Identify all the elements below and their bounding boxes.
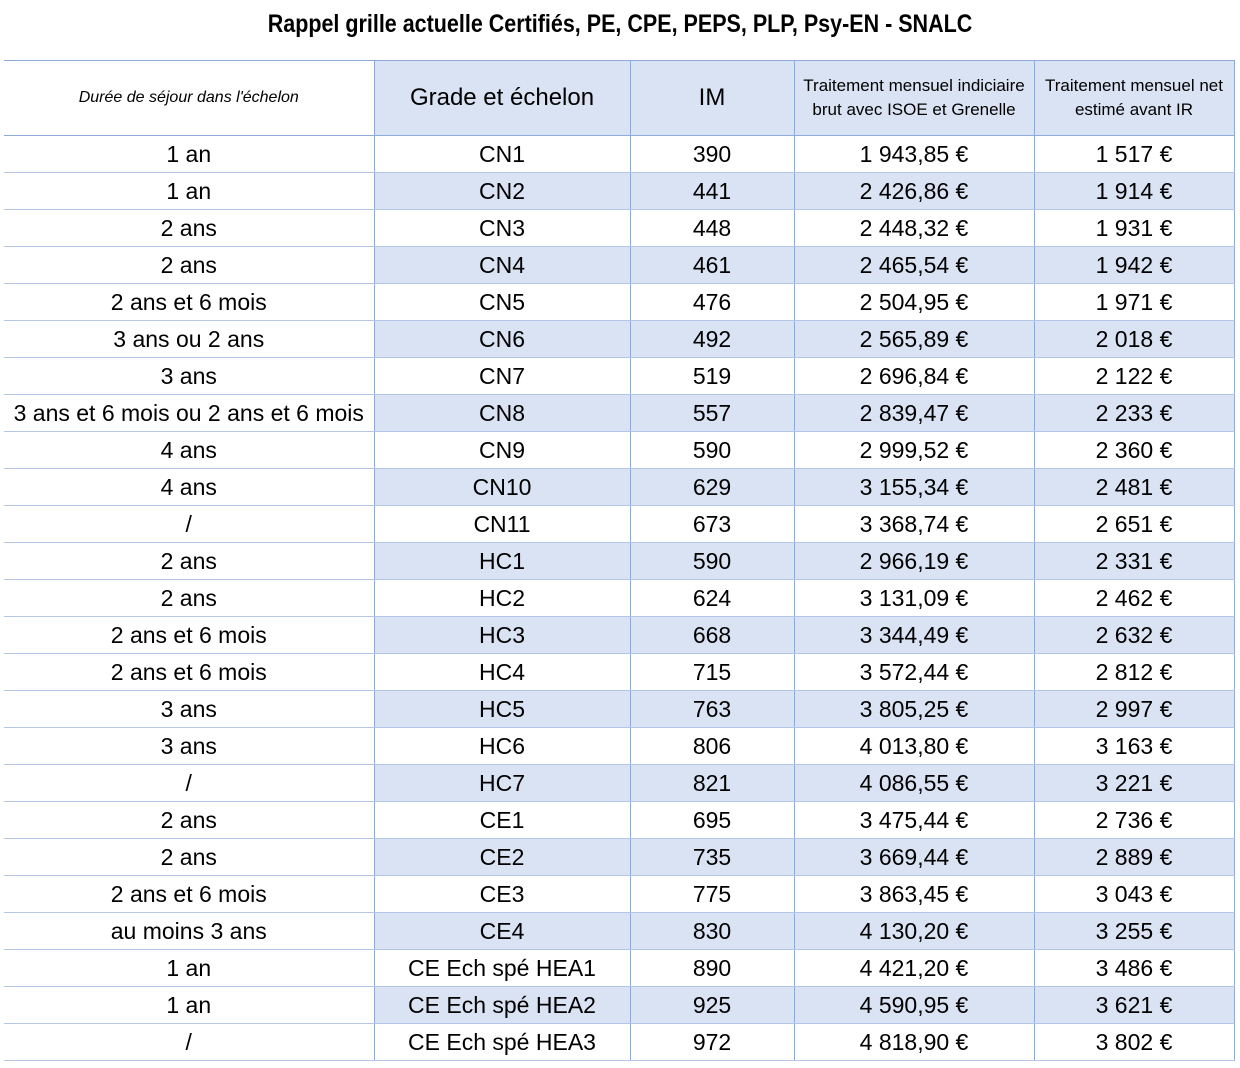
cell-net: 1 931 € bbox=[1034, 210, 1234, 247]
table-row bbox=[4, 506, 1234, 543]
cell-grade: HC3 bbox=[374, 617, 630, 654]
cell-duree: 2 ans et 6 mois bbox=[4, 284, 374, 321]
cell-brut: 1 943,85 € bbox=[794, 136, 1034, 173]
cell-net: 2 997 € bbox=[1034, 691, 1234, 728]
cell-net: 3 255 € bbox=[1034, 913, 1234, 950]
cell-im: 821 bbox=[630, 765, 794, 802]
cell-brut: 2 696,84 € bbox=[794, 358, 1034, 395]
cell-net: 3 221 € bbox=[1034, 765, 1234, 802]
cell-grade: HC5 bbox=[374, 691, 630, 728]
cell-duree: 2 ans bbox=[4, 210, 374, 247]
cell-duree: 3 ans et 6 mois ou 2 ans et 6 mois bbox=[4, 395, 374, 432]
table-row bbox=[4, 432, 1234, 469]
table-row bbox=[4, 136, 1234, 173]
cell-grade: CN8 bbox=[374, 395, 630, 432]
cell-im: 673 bbox=[630, 506, 794, 543]
cell-im: 806 bbox=[630, 728, 794, 765]
cell-brut: 3 863,45 € bbox=[794, 876, 1034, 913]
cell-duree: 3 ans ou 2 ans bbox=[4, 321, 374, 358]
cell-grade: CN10 bbox=[374, 469, 630, 506]
table-row bbox=[4, 950, 1234, 987]
cell-brut: 3 572,44 € bbox=[794, 654, 1034, 691]
header-grade: Grade et échelon bbox=[374, 61, 630, 136]
cell-im: 476 bbox=[630, 284, 794, 321]
table-row bbox=[4, 210, 1234, 247]
cell-brut: 2 565,89 € bbox=[794, 321, 1034, 358]
cell-brut: 4 130,20 € bbox=[794, 913, 1034, 950]
table-row bbox=[4, 580, 1234, 617]
header-brut: Traitement mensuel indiciaire brut avec ISOE et Grenelle bbox=[794, 61, 1034, 136]
cell-im: 830 bbox=[630, 913, 794, 950]
cell-net: 2 122 € bbox=[1034, 358, 1234, 395]
cell-grade: CN3 bbox=[374, 210, 630, 247]
cell-grade: HC1 bbox=[374, 543, 630, 580]
cell-net: 2 889 € bbox=[1034, 839, 1234, 876]
cell-duree: 1 an bbox=[4, 950, 374, 987]
cell-duree: 2 ans bbox=[4, 839, 374, 876]
cell-grade: CE3 bbox=[374, 876, 630, 913]
cell-net: 2 462 € bbox=[1034, 580, 1234, 617]
cell-brut: 2 448,32 € bbox=[794, 210, 1034, 247]
cell-im: 890 bbox=[630, 950, 794, 987]
table-row bbox=[4, 913, 1234, 950]
table-row bbox=[4, 839, 1234, 876]
cell-grade: CE Ech spé HEA2 bbox=[374, 987, 630, 1024]
cell-im: 715 bbox=[630, 654, 794, 691]
cell-net: 3 043 € bbox=[1034, 876, 1234, 913]
cell-im: 735 bbox=[630, 839, 794, 876]
cell-duree: au moins 3 ans bbox=[4, 913, 374, 950]
cell-duree: 4 ans bbox=[4, 469, 374, 506]
cell-im: 925 bbox=[630, 987, 794, 1024]
cell-grade: HC6 bbox=[374, 728, 630, 765]
cell-net: 2 632 € bbox=[1034, 617, 1234, 654]
cell-grade: HC2 bbox=[374, 580, 630, 617]
cell-brut: 2 504,95 € bbox=[794, 284, 1034, 321]
table-row bbox=[4, 395, 1234, 432]
cell-grade: CE Ech spé HEA1 bbox=[374, 950, 630, 987]
cell-grade: CE4 bbox=[374, 913, 630, 950]
cell-brut: 3 805,25 € bbox=[794, 691, 1034, 728]
cell-net: 3 621 € bbox=[1034, 987, 1234, 1024]
cell-duree: 1 an bbox=[4, 173, 374, 210]
cell-duree: 2 ans et 6 mois bbox=[4, 617, 374, 654]
cell-net: 1 971 € bbox=[1034, 284, 1234, 321]
cell-net: 2 736 € bbox=[1034, 802, 1234, 839]
cell-duree: 3 ans bbox=[4, 728, 374, 765]
cell-brut: 3 155,34 € bbox=[794, 469, 1034, 506]
cell-duree: / bbox=[4, 765, 374, 802]
header-net: Traitement mensuel net estimé avant IR bbox=[1034, 61, 1234, 136]
cell-brut: 2 966,19 € bbox=[794, 543, 1034, 580]
cell-net: 1 914 € bbox=[1034, 173, 1234, 210]
page-title: Rappel grille actuelle Certifiés, PE, CPE, PEPS, PLP, Psy-EN - SNALC bbox=[267, 10, 973, 38]
cell-grade: CN6 bbox=[374, 321, 630, 358]
cell-im: 441 bbox=[630, 173, 794, 210]
cell-grade: HC7 bbox=[374, 765, 630, 802]
cell-grade: CE2 bbox=[374, 839, 630, 876]
cell-duree: 3 ans bbox=[4, 358, 374, 395]
table-row bbox=[4, 1024, 1234, 1061]
cell-brut: 4 086,55 € bbox=[794, 765, 1034, 802]
table-row bbox=[4, 321, 1234, 358]
cell-brut: 4 818,90 € bbox=[794, 1024, 1034, 1061]
cell-net: 1 517 € bbox=[1034, 136, 1234, 173]
cell-brut: 4 013,80 € bbox=[794, 728, 1034, 765]
table-row bbox=[4, 987, 1234, 1024]
table-row bbox=[4, 876, 1234, 913]
table-row bbox=[4, 543, 1234, 580]
cell-duree: 3 ans bbox=[4, 691, 374, 728]
table-row bbox=[4, 654, 1234, 691]
cell-duree: 2 ans bbox=[4, 802, 374, 839]
table-row bbox=[4, 469, 1234, 506]
cell-grade: CN1 bbox=[374, 136, 630, 173]
cell-net: 2 233 € bbox=[1034, 395, 1234, 432]
cell-im: 590 bbox=[630, 543, 794, 580]
cell-im: 519 bbox=[630, 358, 794, 395]
cell-duree: 2 ans et 6 mois bbox=[4, 654, 374, 691]
cell-brut: 2 839,47 € bbox=[794, 395, 1034, 432]
cell-grade: CN5 bbox=[374, 284, 630, 321]
cell-im: 461 bbox=[630, 247, 794, 284]
cell-net: 3 486 € bbox=[1034, 950, 1234, 987]
cell-grade: HC4 bbox=[374, 654, 630, 691]
cell-net: 2 360 € bbox=[1034, 432, 1234, 469]
cell-duree: 4 ans bbox=[4, 432, 374, 469]
cell-grade: CE Ech spé HEA3 bbox=[374, 1024, 630, 1061]
cell-grade: CN4 bbox=[374, 247, 630, 284]
cell-net: 1 942 € bbox=[1034, 247, 1234, 284]
cell-brut: 3 368,74 € bbox=[794, 506, 1034, 543]
cell-duree: 1 an bbox=[4, 136, 374, 173]
table-row bbox=[4, 765, 1234, 802]
cell-net: 2 812 € bbox=[1034, 654, 1234, 691]
cell-im: 668 bbox=[630, 617, 794, 654]
cell-brut: 2 426,86 € bbox=[794, 173, 1034, 210]
cell-grade: CN11 bbox=[374, 506, 630, 543]
cell-im: 629 bbox=[630, 469, 794, 506]
cell-im: 775 bbox=[630, 876, 794, 913]
cell-im: 557 bbox=[630, 395, 794, 432]
cell-net: 2 481 € bbox=[1034, 469, 1234, 506]
table-row bbox=[4, 358, 1234, 395]
cell-duree: 2 ans et 6 mois bbox=[4, 876, 374, 913]
cell-brut: 3 344,49 € bbox=[794, 617, 1034, 654]
header-duree: Durée de séjour dans l'échelon bbox=[4, 61, 374, 136]
cell-im: 695 bbox=[630, 802, 794, 839]
cell-im: 763 bbox=[630, 691, 794, 728]
cell-im: 390 bbox=[630, 136, 794, 173]
table-row bbox=[4, 728, 1234, 765]
header-im: IM bbox=[630, 61, 794, 136]
cell-brut: 3 669,44 € bbox=[794, 839, 1034, 876]
cell-im: 590 bbox=[630, 432, 794, 469]
table-row bbox=[4, 802, 1234, 839]
cell-im: 492 bbox=[630, 321, 794, 358]
cell-brut: 3 131,09 € bbox=[794, 580, 1034, 617]
cell-grade: CN9 bbox=[374, 432, 630, 469]
cell-im: 624 bbox=[630, 580, 794, 617]
cell-duree: 1 an bbox=[4, 987, 374, 1024]
table-row bbox=[4, 617, 1234, 654]
cell-brut: 3 475,44 € bbox=[794, 802, 1034, 839]
cell-grade: CN2 bbox=[374, 173, 630, 210]
cell-brut: 2 999,52 € bbox=[794, 432, 1034, 469]
cell-net: 2 331 € bbox=[1034, 543, 1234, 580]
cell-duree: 2 ans bbox=[4, 543, 374, 580]
table-row bbox=[4, 247, 1234, 284]
cell-brut: 4 590,95 € bbox=[794, 987, 1034, 1024]
cell-duree: 2 ans bbox=[4, 247, 374, 284]
cell-brut: 4 421,20 € bbox=[794, 950, 1034, 987]
table-header-row bbox=[4, 61, 1234, 136]
cell-im: 972 bbox=[630, 1024, 794, 1061]
cell-duree: / bbox=[4, 1024, 374, 1061]
table-row bbox=[4, 284, 1234, 321]
cell-net: 3 802 € bbox=[1034, 1024, 1234, 1061]
salary-grid-table bbox=[4, 60, 1235, 1061]
cell-im: 448 bbox=[630, 210, 794, 247]
table-row bbox=[4, 691, 1234, 728]
cell-brut: 2 465,54 € bbox=[794, 247, 1034, 284]
cell-net: 2 018 € bbox=[1034, 321, 1234, 358]
cell-duree: / bbox=[4, 506, 374, 543]
cell-grade: CE1 bbox=[374, 802, 630, 839]
cell-grade: CN7 bbox=[374, 358, 630, 395]
cell-net: 2 651 € bbox=[1034, 506, 1234, 543]
cell-duree: 2 ans bbox=[4, 580, 374, 617]
table-row bbox=[4, 173, 1234, 210]
cell-net: 3 163 € bbox=[1034, 728, 1234, 765]
